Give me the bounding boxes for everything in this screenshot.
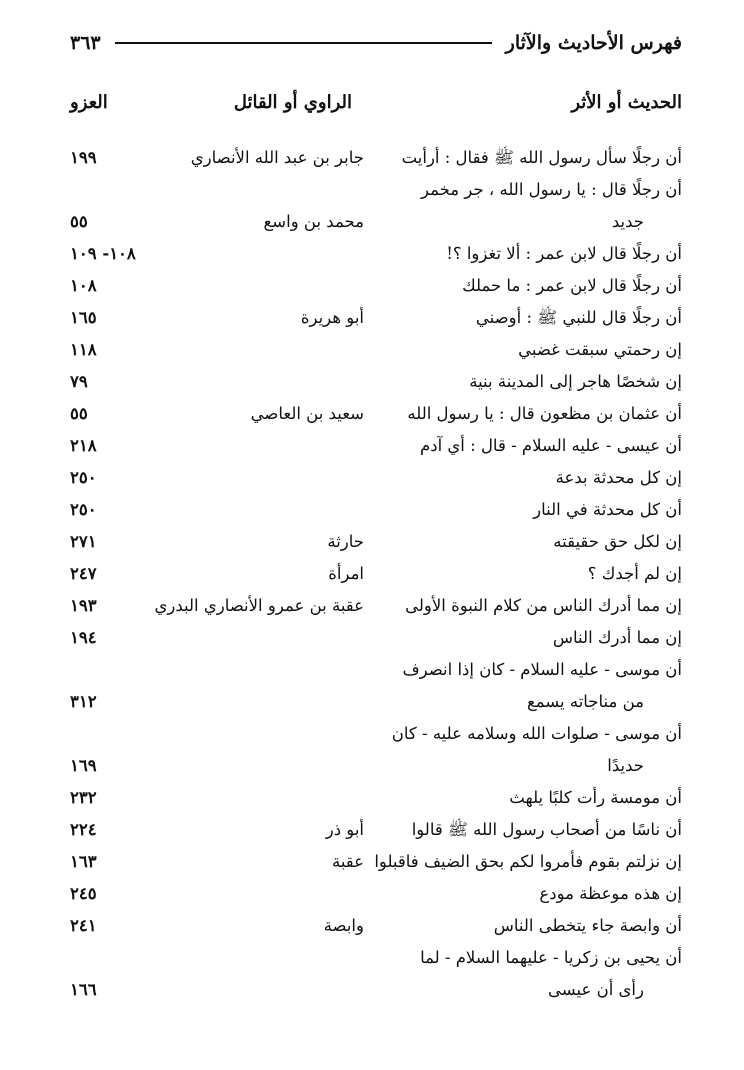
page-reference: ٢٥٠ <box>70 468 97 487</box>
index-row <box>70 398 682 430</box>
page-reference: ٢٧١ <box>70 532 97 551</box>
hadith-text: أن رجلًا قال لابن عمر : ألا تغزوا ؟! <box>446 244 682 263</box>
page-reference: ١٦٥ <box>70 308 97 327</box>
hadith-text: إن شخصًا هاجر إلى المدينة بنية <box>469 372 682 391</box>
index-list <box>70 142 682 1006</box>
hadith-text: إن رحمتي سبقت غضبي <box>518 340 682 359</box>
hadith-text: إن مما أدرك الناس <box>552 628 682 647</box>
page-reference: ١٦٣ <box>70 852 97 871</box>
index-row <box>70 942 682 974</box>
index-row <box>70 174 682 206</box>
hadith-text: إن لكل حق حقيقته <box>553 532 682 551</box>
hadith-text: أن رجلًا قال : يا رسول الله ، جر مخمر <box>421 180 682 199</box>
hadith-text: إن مما أدرك الناس من كلام النبوة الأولى <box>405 596 682 615</box>
narrator-name: امرأة <box>328 564 364 583</box>
hadith-text: أن عثمان بن مظعون قال : يا رسول الله <box>407 404 682 423</box>
page-reference: ١٦٩ <box>70 756 97 775</box>
column-header-reference: العزو <box>70 92 108 113</box>
hadith-text: أن وابصة جاء يتخطى الناس <box>493 916 682 935</box>
index-row <box>70 238 682 270</box>
column-header-text: الحديث أو الأثر <box>571 92 682 113</box>
index-row <box>70 334 682 366</box>
index-row <box>70 622 682 654</box>
narrator-name: جابر بن عبد الله الأنصاري <box>190 148 364 167</box>
hadith-text: أن موسى - عليه السلام - كان إذا انصرف <box>402 660 682 679</box>
index-row <box>70 526 682 558</box>
page-reference: ١٠٨ <box>70 276 97 295</box>
hadith-text: أن ناسًا من أصحاب رسول الله ﷺ قالوا <box>411 820 682 839</box>
header-rule <box>115 42 492 44</box>
index-row <box>70 462 682 494</box>
hadith-text: أن يحيى بن زكريا - عليهما السلام - لما <box>420 948 682 967</box>
page-reference: ٣١٢ <box>70 692 97 711</box>
index-row <box>70 782 682 814</box>
index-row <box>70 270 682 302</box>
page-reference: ١٩٩ <box>70 148 97 167</box>
hadith-text: إن نزلتم بقوم فأمروا لكم بحق الضيف فاقبلوا <box>374 852 682 871</box>
page-reference: ٢٤٥ <box>70 884 97 903</box>
index-row <box>70 558 682 590</box>
narrator-name: أبو ذر <box>325 820 364 839</box>
index-row <box>70 718 682 750</box>
page-reference: ٢٢٤ <box>70 820 97 839</box>
index-row <box>70 142 682 174</box>
hadith-text: إن هذه موعظة مودع <box>539 884 682 903</box>
index-row <box>70 430 682 462</box>
hadith-text: أن عيسى - عليه السلام - قال : أي آدم <box>420 436 682 455</box>
page-reference: ٧٩ <box>70 372 88 391</box>
narrator-name: سعيد بن العاصي <box>250 404 364 423</box>
index-row <box>70 974 682 1006</box>
narrator-name: وابصة <box>323 916 364 935</box>
index-row <box>70 366 682 398</box>
column-headers <box>70 88 682 122</box>
index-row <box>70 302 682 334</box>
hadith-text: حديدًا <box>607 756 644 775</box>
hadith-text: رأى أن عيسى <box>548 980 644 999</box>
hadith-text: أن رجلًا قال للنبي ﷺ : أوصني <box>475 308 682 327</box>
page-reference: ٢١٨ <box>70 436 97 455</box>
hadith-text: أن مومسة رأت كلبًا يلهث <box>509 788 682 807</box>
page-reference: ١٩٤ <box>70 628 97 647</box>
hadith-text: أن موسى - صلوات الله وسلامه عليه - كان <box>391 724 682 743</box>
page-reference: ٢٣٢ <box>70 788 97 807</box>
hadith-text: أن رجلًا سأل رسول الله ﷺ فقال : أرأيت <box>401 148 682 167</box>
narrator-name: حارثة <box>327 532 364 551</box>
hadith-text: إن كل محدثة بدعة <box>555 468 682 487</box>
hadith-text: إن لم أجدك ؟ <box>587 564 682 583</box>
hadith-text: من مناجاته يسمع <box>526 692 644 711</box>
running-header <box>70 28 682 58</box>
page-reference: ٢٤٧ <box>70 564 97 583</box>
page-reference: ١٩٣ <box>70 596 97 615</box>
page-reference: ٢٥٠ <box>70 500 97 519</box>
index-row <box>70 654 682 686</box>
column-header-narrator: الراوي أو القائل <box>233 92 352 113</box>
index-row <box>70 494 682 526</box>
page-reference: ٥٥ <box>70 404 88 423</box>
running-title: فهرس الأحاديث والآثار <box>505 32 682 54</box>
index-row <box>70 206 682 238</box>
index-row <box>70 910 682 942</box>
index-row <box>70 878 682 910</box>
index-row <box>70 814 682 846</box>
hadith-text: أن كل محدثة في النار <box>533 500 682 519</box>
page-reference: ١٠٨- ١٠٩ <box>70 244 136 263</box>
page-reference: ١١٨ <box>70 340 97 359</box>
index-row <box>70 686 682 718</box>
page-number: ٣٦٣ <box>70 32 101 54</box>
hadith-text: جديد <box>611 212 644 231</box>
index-row <box>70 750 682 782</box>
page-reference: ٥٥ <box>70 212 88 231</box>
narrator-name: عقبة <box>331 852 364 871</box>
narrator-name: عقبة بن عمرو الأنصاري البدري <box>154 596 364 615</box>
narrator-name: أبو هريرة <box>300 308 364 327</box>
hadith-text: أن رجلًا قال لابن عمر : ما حملك <box>462 276 682 295</box>
page-reference: ٢٤١ <box>70 916 97 935</box>
page-reference: ١٦٦ <box>70 980 97 999</box>
index-row <box>70 846 682 878</box>
index-row <box>70 590 682 622</box>
narrator-name: محمد بن واسع <box>263 212 364 231</box>
